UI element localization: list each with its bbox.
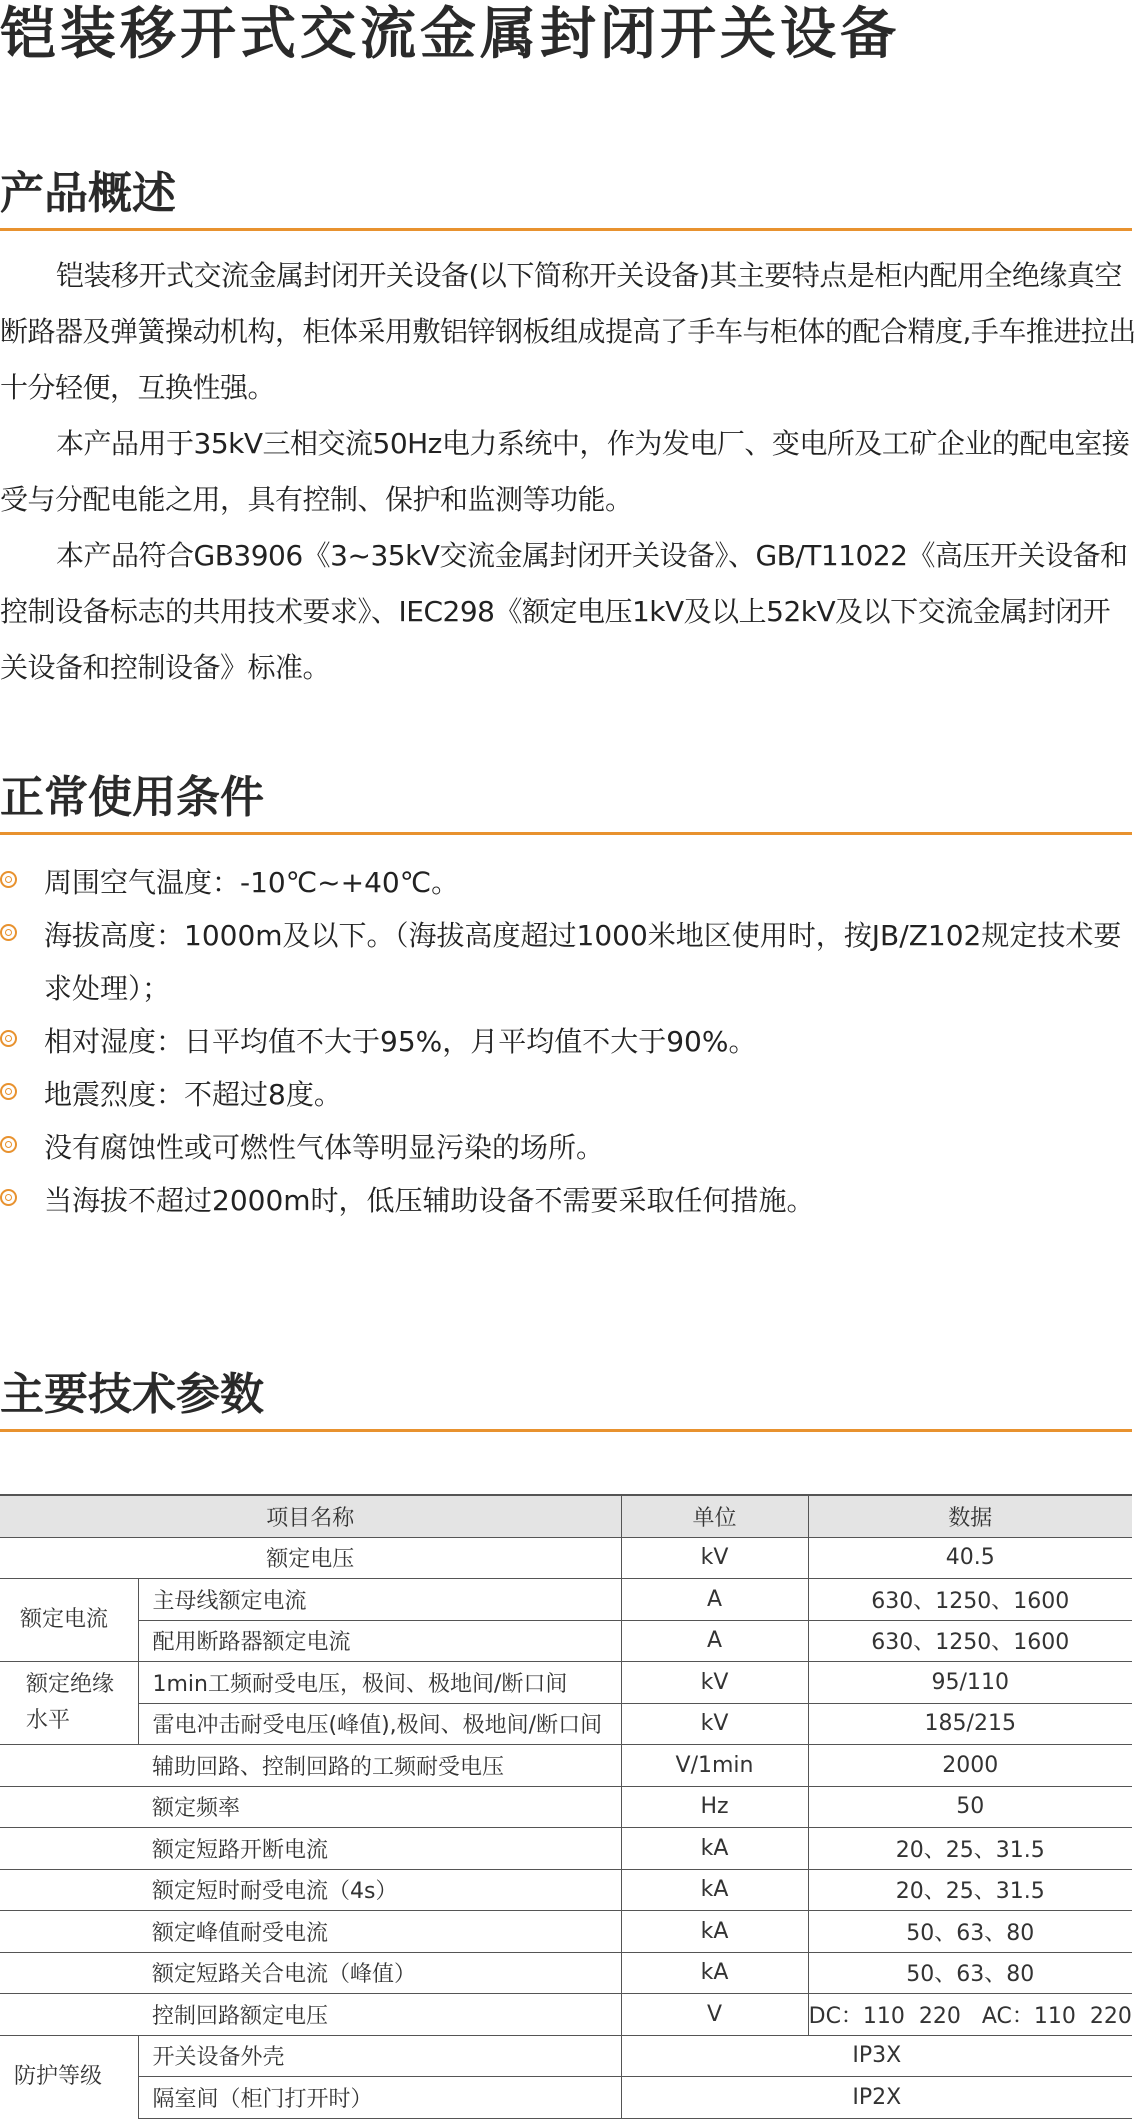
table-row (0, 1703, 1132, 1745)
param-value: 50、63、80 (808, 1952, 1132, 1994)
header-item-name: 项目名称 (0, 1495, 621, 1537)
list-item-text: 当海拔不超过2000m时，低压辅助设备不需要采取任何措施。 (44, 1184, 815, 1217)
table-row (0, 2077, 1132, 2119)
table-row (0, 1911, 1132, 1953)
document-title: 铠装移开式交流金属封闭开关设备 (0, 2, 900, 67)
param-unit: kV (621, 1537, 808, 1579)
param-unit: V (621, 1994, 808, 2036)
empty-cell (0, 1869, 138, 1911)
param-value: 50 (808, 1786, 1132, 1828)
param-value: 50、63、80 (808, 1911, 1132, 1953)
list-item (0, 856, 1140, 909)
table-row (0, 1745, 1132, 1787)
bullet-icon (0, 909, 44, 941)
table-row (0, 1579, 1132, 1621)
param-value: IP3X (621, 2035, 1132, 2077)
param-unit: kA (621, 1828, 808, 1870)
table-row (0, 1869, 1132, 1911)
param-name: 额定短路关合电流（峰值） (138, 1952, 621, 1994)
param-value: 95/110 (808, 1662, 1132, 1704)
param-name: 辅助回路、控制回路的工频耐受电压 (138, 1745, 621, 1787)
overview-paragraph: 铠装移开式交流金属封闭开关设备(以下简称开关设备)其主要特点是柜内配用全绝缘真空断路器及弹簧操动机构，柜体采用敷铝锌钢板组成提高了手车与柜体的配合精度,手车推进拉出十分轻便，互换性强。 (0, 259, 1136, 404)
empty-cell (0, 1786, 138, 1828)
param-unit: kA (621, 1869, 808, 1911)
param-unit: Hz (621, 1786, 808, 1828)
list-item (0, 1121, 1140, 1174)
list-item (0, 1174, 1140, 1227)
param-value: 630、1250、1600 (808, 1579, 1132, 1621)
param-name: 主母线额定电流 (138, 1579, 621, 1621)
table-row (0, 1828, 1132, 1870)
param-value: 20、25、31.5 (808, 1828, 1132, 1870)
list-item (0, 909, 1140, 1015)
conditions-list (0, 856, 1140, 1227)
section-heading-params: 主要技术参数 (0, 1365, 1132, 1432)
param-value: 185/215 (808, 1703, 1132, 1745)
param-name: 额定短时耐受电流（4s） (138, 1869, 621, 1911)
section-heading-overview: 产品概述 (0, 164, 1132, 231)
param-group: 防护等级 (0, 2035, 138, 2118)
overview-body (0, 248, 1136, 696)
param-unit: A (621, 1620, 808, 1662)
param-value: 20、25、31.5 (808, 1869, 1132, 1911)
param-name: 配用断路器额定电流 (138, 1620, 621, 1662)
param-unit: V/1min (621, 1745, 808, 1787)
param-name: 雷电冲击耐受电压(峰值),极间、极地间/断口间 (138, 1703, 621, 1745)
header-unit: 单位 (621, 1495, 808, 1537)
list-item-text: 没有腐蚀性或可燃性气体等明显污染的场所。 (44, 1131, 605, 1164)
list-item-text: 地震烈度：不超过8度。 (44, 1078, 342, 1111)
table-row (0, 1662, 1132, 1704)
list-item-text: 相对湿度：日平均值不大于95%，月平均值不大于90%。 (44, 1025, 757, 1058)
param-group: 额定电流 (0, 1579, 138, 1662)
param-name: 额定频率 (138, 1786, 621, 1828)
param-unit: kA (621, 1911, 808, 1953)
bullet-icon (0, 1121, 44, 1153)
table-row (0, 1952, 1132, 1994)
empty-cell (0, 1952, 138, 1994)
param-name: 控制回路额定电压 (138, 1994, 621, 2036)
list-item-text: 周围空气温度：-10℃~+40℃。 (44, 866, 460, 899)
param-name: 隔室间（柜门打开时） (138, 2077, 621, 2119)
param-name: 开关设备外壳 (138, 2035, 621, 2077)
bullet-icon (0, 1015, 44, 1047)
bullet-icon (0, 856, 44, 888)
empty-cell (0, 1911, 138, 1953)
table-header-row (0, 1495, 1132, 1537)
param-group: 额定绝缘水平 (0, 1662, 138, 1745)
table-row (0, 1994, 1132, 2036)
list-item (0, 1068, 1140, 1121)
param-name: 1min工频耐受电压，极间、极地间/断口间 (138, 1662, 621, 1704)
bullet-icon (0, 1174, 44, 1206)
list-item-text: 海拔高度：1000m及以下。（海拔高度超过1000米地区使用时，按JB/Z102规定技术要求处理）； (44, 919, 1122, 1005)
param-unit: kA (621, 1952, 808, 1994)
param-name: 额定电压 (0, 1537, 621, 1579)
table-row (0, 1786, 1132, 1828)
param-value: 2000 (808, 1745, 1132, 1787)
empty-cell (0, 1745, 138, 1787)
table-row (0, 2035, 1132, 2077)
list-item (0, 1015, 1140, 1068)
param-name: 额定峰值耐受电流 (138, 1911, 621, 1953)
param-name: 额定短路开断电流 (138, 1828, 621, 1870)
technical-parameters-table (0, 1494, 1132, 2119)
param-value: 40.5 (808, 1537, 1132, 1579)
empty-cell (0, 1828, 138, 1870)
bullet-icon (0, 1068, 44, 1100)
section-heading-conditions: 正常使用条件 (0, 768, 1132, 835)
param-unit: kV (621, 1703, 808, 1745)
param-unit: A (621, 1579, 808, 1621)
empty-cell (0, 1994, 138, 2036)
table-row (0, 1620, 1132, 1662)
table-row (0, 1537, 1132, 1579)
overview-paragraph: 本产品用于35kV三相交流50Hz电力系统中，作为发电厂、变电所及工矿企业的配电室接受与分配电能之用，具有控制、保护和监测等功能。 (0, 427, 1130, 516)
param-value: 630、1250、1600 (808, 1620, 1132, 1662)
param-unit: kV (621, 1662, 808, 1704)
param-value: IP2X (621, 2077, 1132, 2119)
param-value: DC：110 220 AC：110 220 (808, 1994, 1132, 2036)
header-value: 数据 (808, 1495, 1132, 1537)
overview-paragraph: 本产品符合GB3906《3~35kV交流金属封闭开关设备》、GB/T11022《高压开关设备和控制设备标志的共用技术要求》、IEC298《额定电压1kV及以上52kV及以下交流金属封闭开关设备和控制设备》标准。 (0, 539, 1128, 684)
